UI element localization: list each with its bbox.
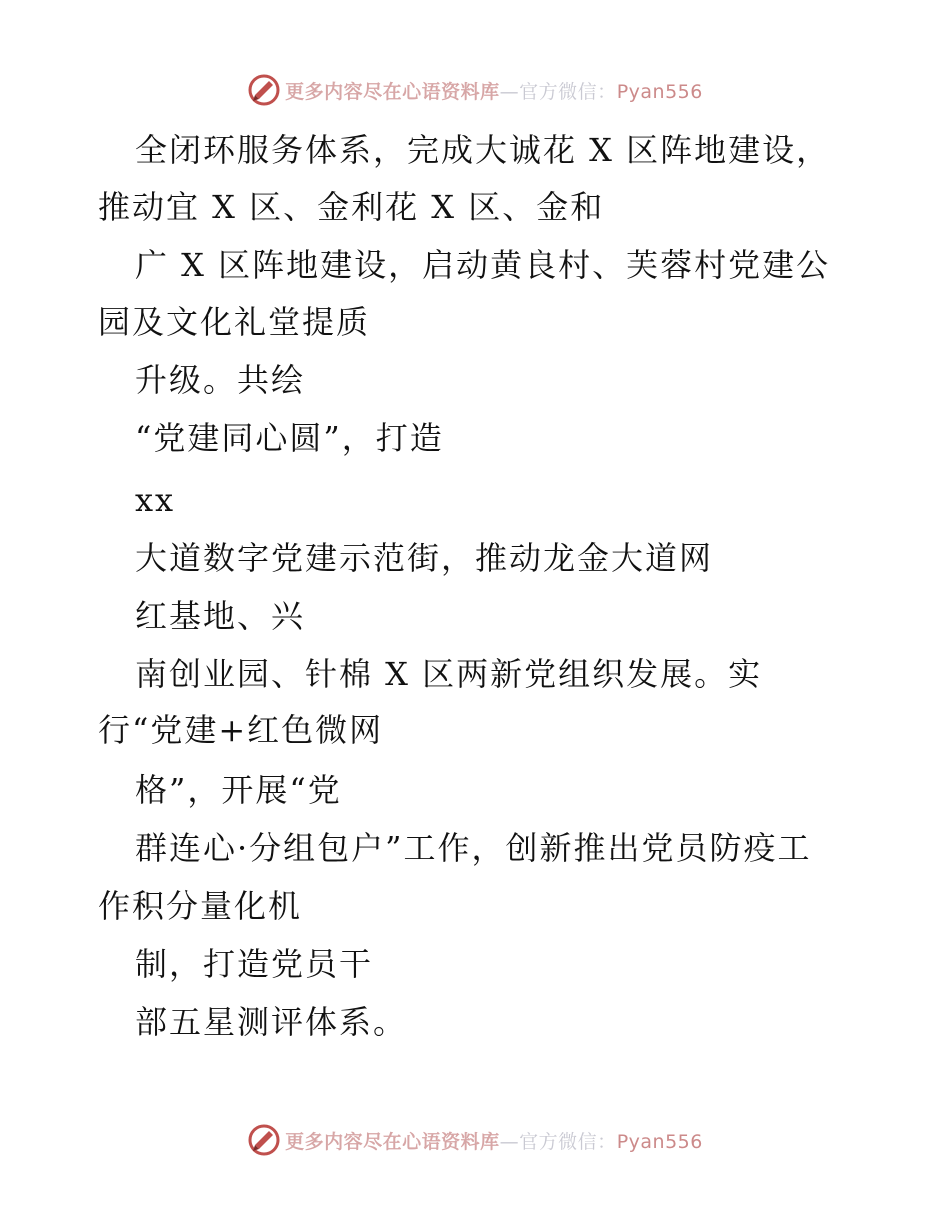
- text-line: “党建同心圆”，打造: [135, 419, 444, 457]
- text-line: 部五星测评体系。: [135, 1003, 408, 1041]
- text-line: 制，打造党员干: [135, 945, 374, 983]
- watermark-text: 更多内容尽在心语资料库—官方微信：Pyan556: [285, 1130, 703, 1153]
- text-line: 大道数字党建示范街，推动龙金大道网: [135, 539, 714, 577]
- text-line: xx: [135, 481, 176, 519]
- text-line: 南创业园、针棉 X 区两新党组织发展。实: [135, 655, 763, 693]
- text-line: 推动宜 X 区、金利花 X 区、金和: [98, 188, 605, 226]
- watermark-text: 更多内容尽在心语资料库—官方微信：Pyan556: [285, 80, 703, 103]
- text-line: 广 X 区阵地建设，启动黄良村、芙蓉村党建公: [135, 246, 831, 284]
- text-line: 升级。共绘: [135, 361, 306, 399]
- text-line: 园及文化礼堂提质: [98, 303, 371, 341]
- text-line: 行“党建+红色微网: [98, 711, 384, 749]
- text-line: 群连心·分组包户”工作，创新推出党员防疫工: [135, 829, 812, 867]
- text-line: 格”，开展“党: [135, 771, 342, 809]
- text-line: 全闭环服务体系，完成大诚花 X 区阵地建设，: [135, 131, 831, 169]
- header-watermark: [0, 70, 950, 110]
- text-line: 作积分量化机: [98, 887, 303, 925]
- pen-logo-icon: [247, 1123, 281, 1157]
- text-line: 红基地、兴: [135, 597, 306, 635]
- footer-watermark: [0, 1120, 950, 1160]
- pen-logo-icon: [247, 73, 281, 107]
